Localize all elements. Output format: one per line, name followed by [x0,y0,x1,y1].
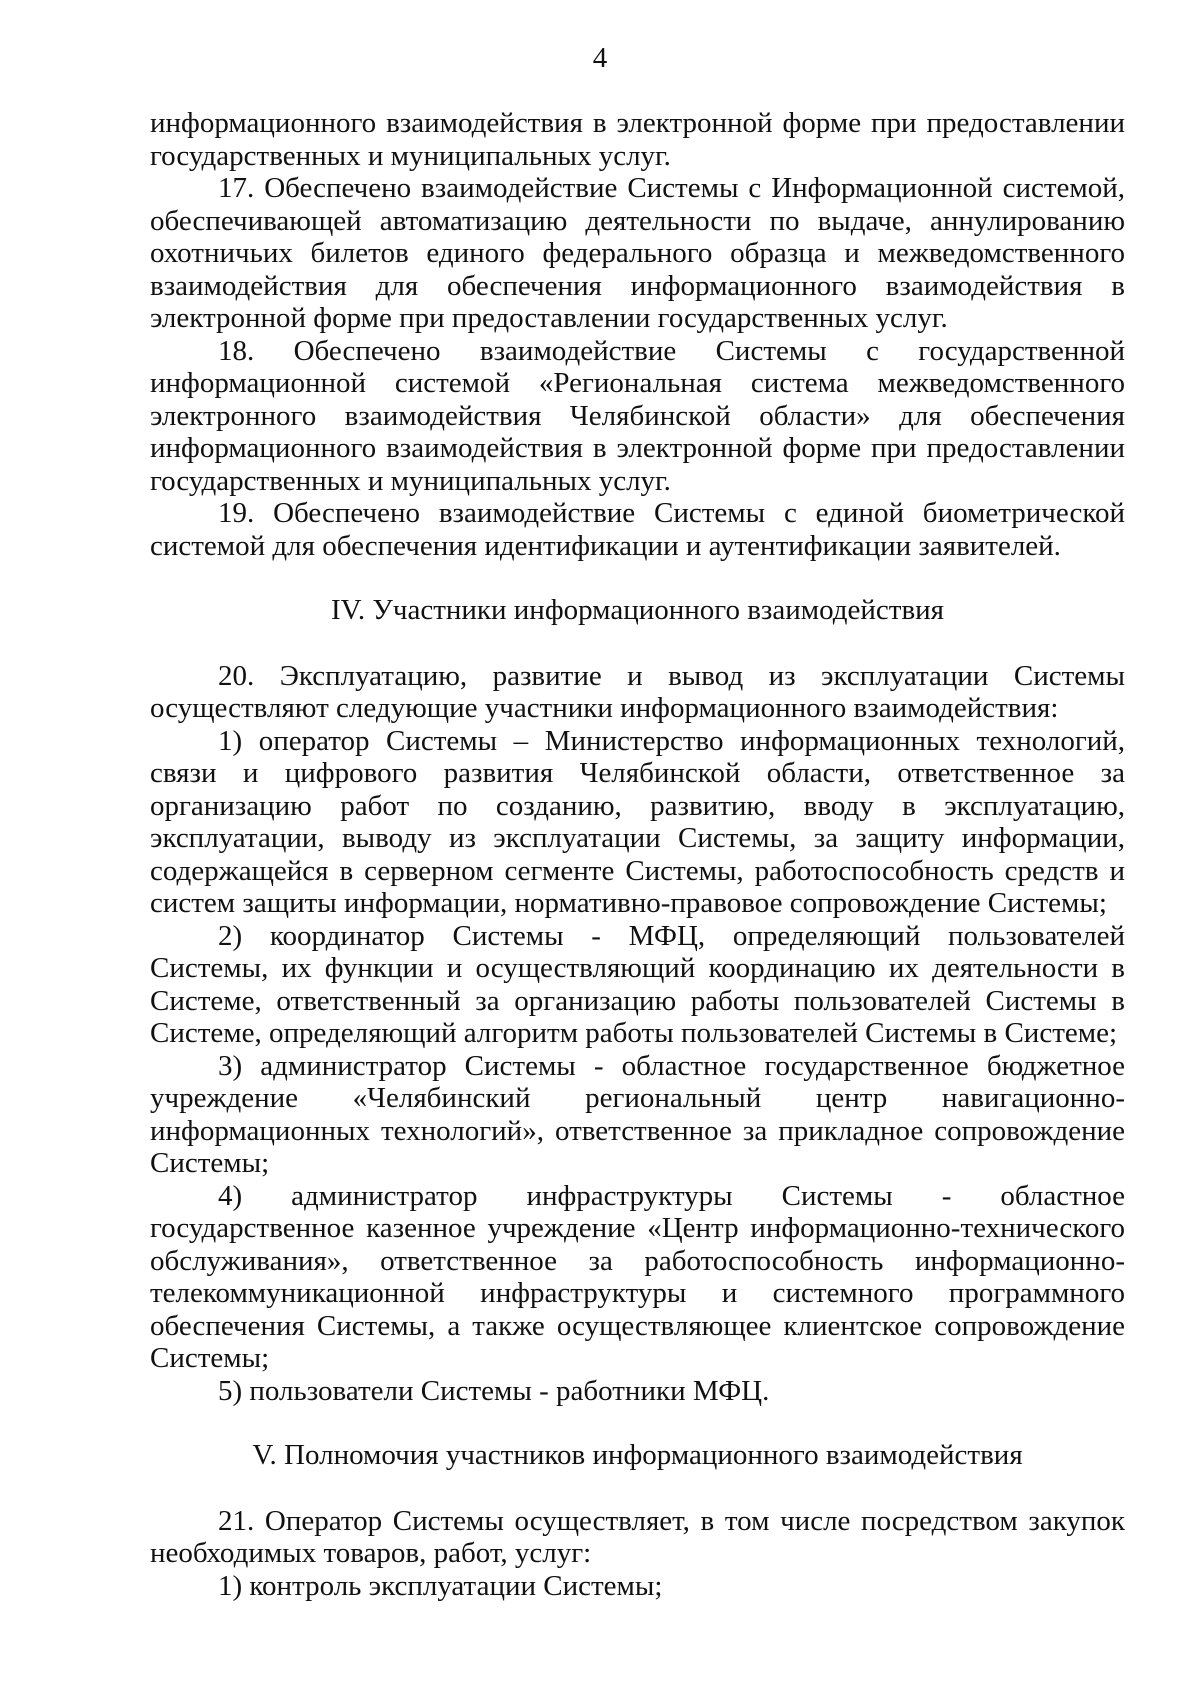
list-item-coordinator: 2) координатор Системы - МФЦ, определяющий пользователей Системы, их функции и осуществляющий координацию их деятельности в Системе, ответственный за организацию работы пользователей Системы в Системе, определяющий алгоритм работы пользователей Системы в Системе; [150,919,1125,1049]
paragraph-19: 19. Обеспечено взаимодействие Системы с единой биометрической системой для обеспечения идентификации и аутентификации заявителей. [150,497,1125,562]
paragraph-21: 21. Оператор Системы осуществляет, в том числе посредством закупок необходимых товаров, работ, услуг: [150,1504,1125,1569]
paragraph-17: 17. Обеспечено взаимодействие Системы с Информационной системой, обеспечивающей автоматизацию деятельности по выдаче, аннулированию охотничьих билетов единого федерального образца и межведомственного взаимодействия для обеспечения информационного взаимодействия в электронной форме при предоставлении государственных услуг. [150,172,1125,334]
section-heading-v: V. Полномочия участников информационного взаимодействия [252,1439,1023,1471]
list-item-administrator: 3) администратор Системы - областное государственное бюджетное учреждение «Челябинский региональный центр навигационно-информационных технологий», ответственное за прикладное сопровождение Системы; [150,1049,1125,1179]
paragraph-20: 20. Эксплуатацию, развитие и вывод из эксплуатации Системы осуществляют следующие участники информационного взаимодействия: [150,659,1125,724]
paragraph-continuation: информационного взаимодействия в электронной форме при предоставлении государственных и муниципальных услуг. [150,107,1125,172]
section-heading-iv: IV. Участники информационного взаимодействия [330,594,944,626]
list-item-operator: 1) оператор Системы – Министерство информационных технологий, связи и цифрового развития Челябинской области, ответственное за организацию работ по созданию, развитию, вводу в эксплуатацию, эксплуатации, выводу из эксплуатации Системы, за защиту информации, содержащейся в серверном сегменте Системы, работоспособность средств и систем защиты информации, нормативно-правовое сопровождение Системы; [150,724,1125,919]
page-number: 4 [592,42,608,74]
document-body [150,107,1125,1602]
list-item-infrastructure-administrator: 4) администратор инфраструктуры Системы - областное государственное казенное учреждение «Центр информационно-технического обслуживания», ответственное за работоспособность информационно-телекоммуникационной инфраструктуры и системного программного обеспечения Системы, а также осуществляющее клиентское сопровождение Системы; [150,1179,1125,1374]
paragraph-18: 18. Обеспечено взаимодействие Системы с государственной информационной системой «Региональная система межведомственного электронного взаимодействия Челябинской области» для обеспечения информационного взаимодействия в электронной форме при предоставлении государственных и муниципальных услуг. [150,334,1125,497]
list-item-control: 1) контроль эксплуатации Системы; [218,1569,663,1602]
list-item-users: 5) пользователи Системы - работники МФЦ. [218,1374,770,1407]
